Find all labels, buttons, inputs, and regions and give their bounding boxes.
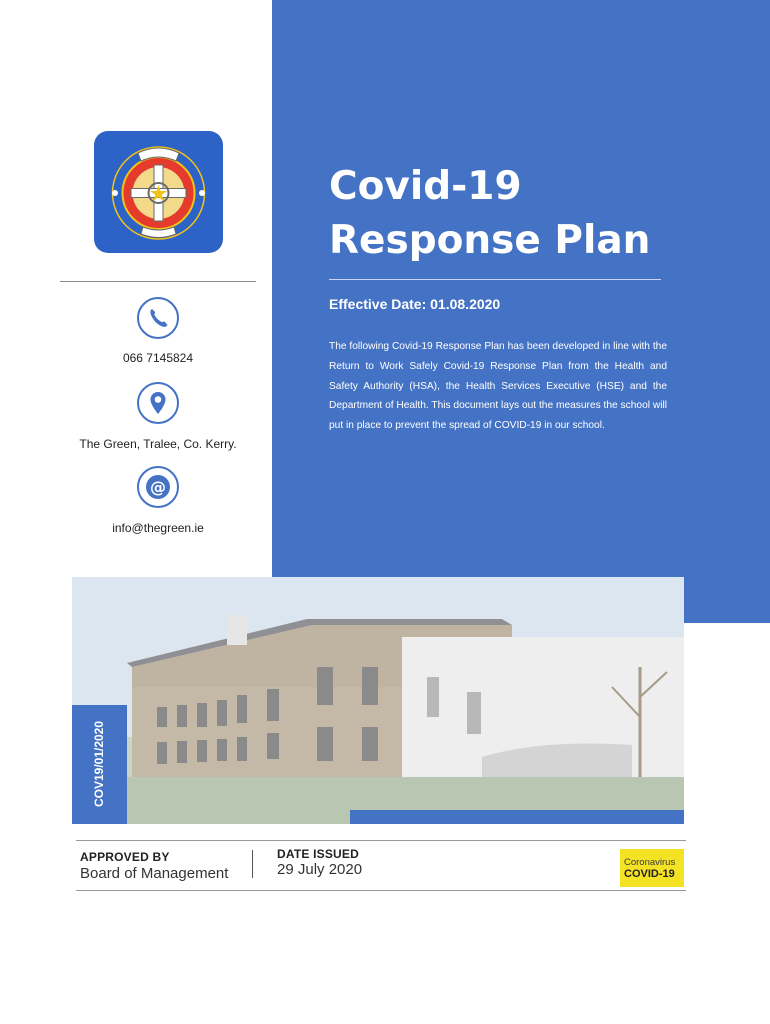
at-sign-icon	[137, 466, 179, 508]
document-title	[329, 160, 650, 268]
title-panel	[272, 0, 770, 623]
address: The Green, Tralee, Co. Kerry.	[79, 437, 237, 451]
school-building-photo	[72, 577, 684, 824]
approved-by-value: Board of Management	[80, 865, 229, 882]
contact-divider	[60, 281, 256, 282]
footer-divider	[252, 850, 253, 878]
location-pin-icon	[137, 382, 179, 424]
date-issued-label: DATE ISSUED	[277, 847, 359, 861]
badge-line-1: Coronavirus	[624, 856, 676, 868]
phone-icon	[137, 297, 179, 339]
footer-top-rule	[76, 840, 686, 841]
effective-date: Effective Date: 01.08.2020	[329, 296, 501, 312]
coronavirus-badge	[620, 849, 684, 887]
email-address: info@thegreen.ie	[112, 521, 204, 535]
title-divider	[329, 279, 661, 280]
date-issued-value: 29 July 2020	[277, 861, 363, 878]
phone-number: 066 7145824	[122, 351, 194, 365]
badge-line-2: COVID-19	[624, 867, 675, 880]
approved-by-label: APPROVED BY	[80, 850, 170, 864]
school-logo	[94, 131, 223, 253]
school-crest-icon	[94, 131, 223, 253]
document-code: COV19/01/2020	[92, 720, 106, 808]
intro-paragraph: The following Covid-19 Response Plan has been developed in line with the Return to Work Safely Covid-19 Response Plan from the Health and Safety Authority (HSA), the Health Services Executive (HSE) and the Department of Health. This document lays out the measures the school will put in place to prevent the spread of COVID-19 in our school.	[329, 341, 667, 432]
title-line-2: Response Plan	[329, 218, 651, 263]
footer-bottom-rule	[76, 890, 686, 891]
accent-band	[350, 810, 684, 824]
svg-text:@: @	[150, 477, 166, 497]
title-line-1: Covid-19	[329, 164, 522, 209]
